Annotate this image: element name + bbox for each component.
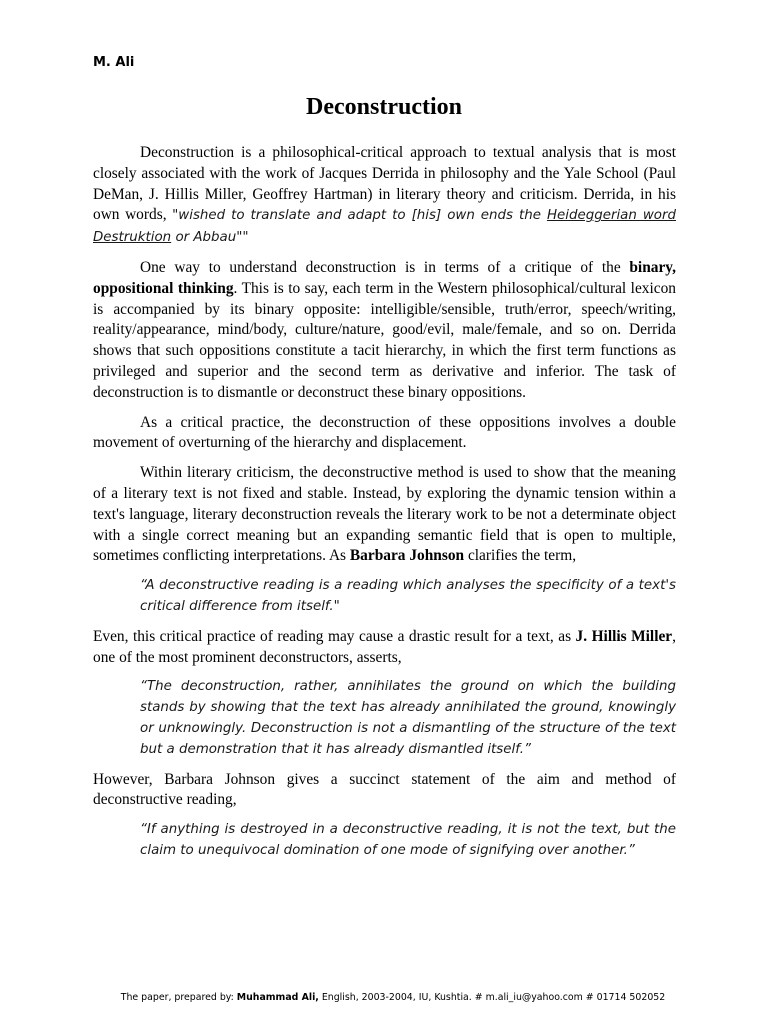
- footer-details: English, 2003-2004, IU, Kushtia. # m.ali_iu@yahoo.com # 01714 502052: [318, 992, 666, 1003]
- paragraph-johnson-aim: However, Barbara Johnson gives a succinct statement of the aim and method of deconstructive reading,: [93, 770, 676, 809]
- paragraph-miller: [93, 627, 676, 669]
- page-header-author: M. Ali: [93, 55, 135, 70]
- term-heideggerian-word: Heideggerian word: [546, 208, 676, 224]
- paragraph-binary: [93, 258, 676, 404]
- page-footer: [93, 991, 693, 1004]
- paragraph-text: Even, this critical practice of reading may cause a drastic result for a text, as: [93, 627, 576, 645]
- footer-prefix: The paper, prepared by:: [120, 992, 237, 1003]
- document-body: [93, 143, 676, 871]
- paragraph-text: One way to understand deconstruction is in terms of a critique of the: [140, 258, 630, 276]
- blockquote-johnson-aim: “If anything is destroyed in a deconstructive reading, it is not the text, but the claim to unequivocal domination of one mode of signifying over another.”: [140, 822, 676, 858]
- blockquote-johnson: “A deconstructive reading is a reading which analyses the specificity of a text's critical difference from itself.": [140, 578, 676, 614]
- page-title: Deconstruction: [306, 94, 462, 120]
- paragraph-practice: As a critical practice, the deconstruction of these oppositions involves a double movement of overturning of the hierarchy and displacement.: [93, 413, 676, 452]
- paragraph-literary: [93, 463, 676, 567]
- blockquote-miller: “The deconstruction, rather, annihilates the ground on which the building stands by showing that the text has already annihilated the ground, knowingly or unknowingly. Deconstruction is not a dismantling of the structure of the text but a demonstration that it has already dismantled itself.”: [140, 679, 676, 757]
- term-destruktion: Destruktion: [93, 230, 172, 246]
- barbara-johnson-name: Barbara Johnson: [349, 547, 465, 565]
- derrida-quote-start: "wished to translate and adapt to [his] own ends the: [172, 208, 547, 224]
- footer-author-name: Muhammad Ali,: [236, 992, 319, 1003]
- paragraph-intro: [93, 143, 676, 249]
- binary-thinking-emphasis: binary, oppositional thinking: [93, 258, 676, 297]
- paragraph-text: Deconstruction is a philosophical-critical approach to textual analysis that is most closely associated with the work of Jacques Derrida in philosophy and the Yale School (Paul DeMan, J. Hillis Miller, Geoffrey Hartman) in literary theory and criticism. Derrida, in his own words,: [93, 144, 676, 224]
- paragraph-text: Within literary criticism, the deconstructive method is used to show that the meaning of a literary text is not fixed and stable. Instead, by exploring the dynamic tension within a text's language, literary deconstruction reveals the literary work to be not a determinate object with a single correct meaning but an expanding semantic field that is open to multiple, sometimes conflicting interpretations. As: [93, 464, 676, 565]
- derrida-quote-end: or Abbau"": [171, 230, 249, 246]
- paragraph-text: , one of the most prominent deconstructors, asserts,: [93, 627, 676, 666]
- paragraph-text: clarifies the term,: [464, 547, 577, 565]
- paragraph-text: . This is to say, each term in the Western philosophical/cultural lexicon is accompanied by its binary opposite: intelligible/sensible, truth/error, speech/writing, reality/appearance, mind/body, culture/nature, good/evil, male/female, and so on. Derrida shows that such oppositions constitute a tacit hierarchy, in which the first term functions as privileged and superior and the second term as derivative and inferior. The task of deconstruction is to dismantle or deconstruct these binary oppositions.: [93, 279, 676, 401]
- hillis-miller-name: J. Hillis Miller: [575, 627, 673, 645]
